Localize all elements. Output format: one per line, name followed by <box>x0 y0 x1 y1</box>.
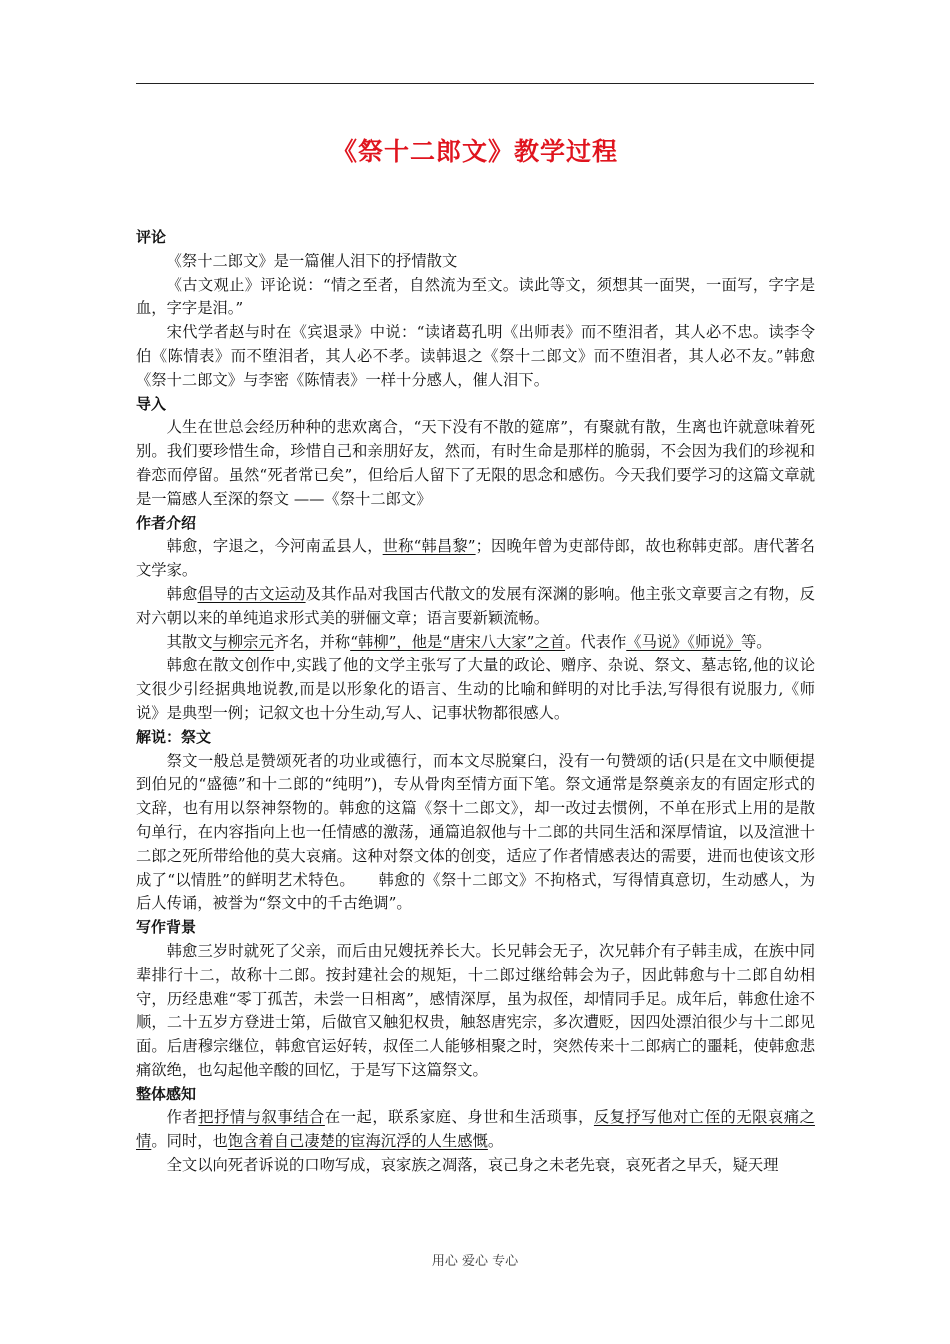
text-run: 韩愈 <box>166 584 198 603</box>
text-run: 。代表作 <box>565 632 627 651</box>
text-run: 。同时，也 <box>151 1132 228 1151</box>
section-heading-ganzhi: 整体感知 <box>136 1084 197 1103</box>
paragraph <box>136 535 815 583</box>
section-heading-pinglun: 评论 <box>136 228 167 246</box>
paragraph: 祭文一般总是赞颂死者的功业或德行，而本文尽脱窠臼，没有一句赞颂的话(只是在文中顺便提到伯兄的“盛德”和十二郎的“纯明”)，专从骨肉至情方面下笔。祭文通常是祭奠亲友的有固定形式的文辞，也有用以祭神祭物的。韩愈的这篇《祭十二郎文》，却一改过去惯例，不单在形式上用的是散句单行，在内容指向上也一任情感的激荡，通篇追叙他与十二郎的共同生活和深厚情谊，以及渲泄十二郎之死所带给他的莫大哀痛。这种对祭文体的创变，适应了作者情感表达的需要，进而也使该文形成了“以情胜”的鲜明艺术特色。 韩愈的《祭十二郎文》不拘格式，写得情真意切，生动感人，为后人传诵，被誉为“祭文中的千古绝调”。 <box>136 751 815 913</box>
text-run: 齐名，并称 <box>273 632 351 651</box>
text-run: 等。 <box>741 632 772 651</box>
page-footer: 用心 爱心 专心 <box>431 1254 519 1269</box>
section-heading-daoru: 导入 <box>136 394 167 413</box>
text-run: 。 <box>487 1132 504 1151</box>
text-run: 作者 <box>166 1108 199 1127</box>
underlined-text: 倡导的古文运动 <box>197 584 306 603</box>
underlined-text: 《马说》《师说》 <box>626 632 741 651</box>
text-run: 在一起，联系家庭、身世和生活琐事， <box>324 1108 594 1127</box>
underlined-text: 反复抒写他对亡侄的无限哀痛之情 <box>136 1108 815 1151</box>
paragraph: 韩愈在散文创作中,实践了他的文学主张写了大量的政论、赠序、杂说、祭文、墓志铭,他的议论文很少引经据典地说教,而是以形象化的语言、生动的比喻和鲜明的对比手法,写得很有说服力,《师说》是典型一例；记叙文也十分生动,写人、记事状物都很感人。 <box>136 656 815 722</box>
text-run: 及其作品对我国古代散文的发展有深渊的影响。他主张文章要言之有物，反对六朝以来的单纯追求形式美的骈俪文章；语言要新颖流畅。 <box>136 584 815 627</box>
paragraph <box>136 631 815 655</box>
underlined-text: 世称“韩昌黎” <box>382 537 476 556</box>
section-heading-zuozhe: 作者介绍 <box>136 513 197 532</box>
text-run: ；因晚年曾为吏部侍郎，故也称韩吏部。唐代著名文学家。 <box>136 537 815 580</box>
paragraph: 宋代学者赵与时在《宾退录》中说：“读诸葛孔明《出师表》而不堕泪者，其人必不忠。读李令伯《陈情表》而不堕泪者，其人必不孝。读韩退之《祭十二郎文》而不堕泪者，其人必不友。”韩愈《祭十二郎文》与李密《陈情表》一样十分感人，催人泪下。 <box>136 323 815 389</box>
paragraph <box>136 583 815 631</box>
paragraph: 《祭十二郎文》是一篇催人泪下的抒情散文 <box>166 251 458 270</box>
underlined-text: 与柳宗元 <box>212 632 274 651</box>
underlined-text: “韩柳”，他是“唐宋八大家”之首 <box>350 632 566 651</box>
header-rule <box>136 83 814 84</box>
text-run: 其散文 <box>166 632 213 651</box>
paragraph: 人生在世总会经历种种的悲欢离合，“天下没有不散的筵席”，有聚就有散，生离也许就意味着死别。我们要珍惜生命，珍惜自己和亲朋好友，然而，有时生命是那样的脆弱，不会因为我们的珍视和眷恋而停留。虽然“死者常已矣”，但给后人留下了无限的思念和感伤。今天我们要学习的这篇文章就是一篇感人至深的祭文 ——《祭十二郎文》 <box>136 418 815 508</box>
text-run: 韩愈，字退之，今河南孟县人， <box>166 537 383 556</box>
section-heading-jieshuo: 解说：祭文 <box>136 727 212 746</box>
underlined-text: 饱含着自己凄楚的宦海沉浮的人生感慨 <box>227 1132 488 1151</box>
paragraph: 《古文观止》评论说：“情之至者，自然流为至文。读此等文，须想其一面哭，一面写，字字是血，字字是泪。” <box>136 275 815 318</box>
paragraph: 韩愈三岁时就死了父亲，而后由兄嫂抚养长大。长兄韩会无子，次兄韩介有子韩圭成，在族中同辈排行十二，故称十二郎。按封建社会的规矩，十二郎过继给韩会为子，因此韩愈与十二郎自幼相守，历经患难“零丁孤苦，未尝一日相离”，感情深厚，虽为叔侄，却情同手足。成年后，韩愈仕途不顺，二十五岁方登进士第，后做官又触犯权贵，触怒唐宪宗，多次遭贬，因四处漂泊很少与十二郎见面。后唐穆宗继位，韩愈官运好转，叔侄二人能够相聚之时，突然传来十二郎病亡的噩耗，使韩愈悲痛欲绝，也勾起他辛酸的回忆，于是写下这篇祭文。 <box>136 941 815 1079</box>
paragraph <box>136 1106 815 1154</box>
section-heading-beijing: 写作背景 <box>136 918 197 937</box>
underlined-text: 把抒情与叙事结合 <box>198 1108 325 1127</box>
document-body <box>136 226 815 1178</box>
paragraph: 全文以向死者诉说的口吻写成，哀家族之凋落，哀己身之未老先衰，哀死者之早夭，疑天理 <box>166 1156 779 1175</box>
page-title: 《祭十二郎文》教学过程 <box>331 137 618 166</box>
